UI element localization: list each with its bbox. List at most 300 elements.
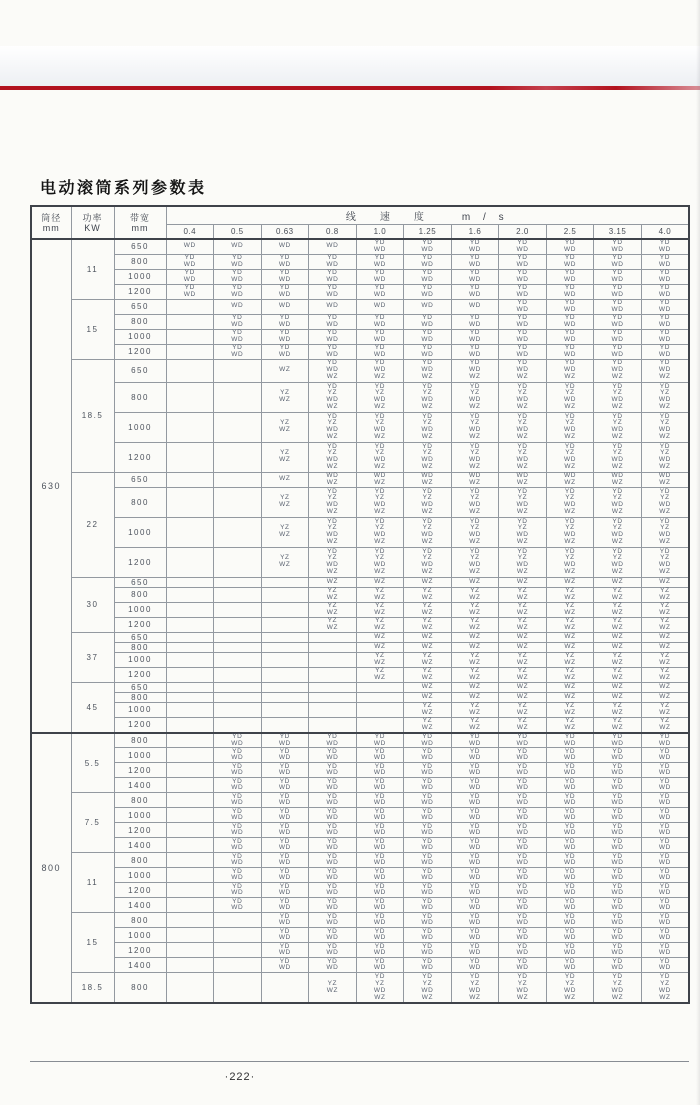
model-codes-cell bbox=[166, 587, 214, 602]
model-code: YD bbox=[564, 239, 576, 246]
model-code: WZ bbox=[564, 682, 576, 690]
model-code: YZ bbox=[327, 554, 338, 562]
model-code: YD bbox=[422, 313, 433, 321]
model-codes-cell bbox=[404, 823, 452, 838]
model-codes-cell bbox=[356, 838, 404, 853]
model-codes-cell bbox=[309, 702, 357, 717]
model-code: YD bbox=[374, 867, 385, 875]
model-codes-cell bbox=[214, 838, 262, 853]
model-codes-cell bbox=[166, 748, 214, 763]
model-code: YD bbox=[279, 792, 290, 800]
model-code: WD bbox=[278, 302, 291, 310]
model-codes-cell bbox=[499, 667, 547, 682]
model-codes-cell bbox=[214, 284, 262, 299]
model-codes-cell bbox=[641, 632, 689, 642]
model-code: YD bbox=[279, 777, 290, 785]
model-code: WD bbox=[468, 986, 481, 994]
model-codes-cell bbox=[451, 898, 499, 913]
belt-width-header-unit: mm bbox=[131, 222, 149, 233]
model-code: WZ bbox=[279, 501, 291, 509]
model-code: WD bbox=[278, 934, 291, 942]
model-codes-cell bbox=[499, 269, 547, 284]
belt-width-cell: 1000 bbox=[114, 329, 166, 344]
table-row bbox=[31, 472, 689, 487]
model-code: YD bbox=[612, 359, 623, 367]
model-codes-cell bbox=[356, 778, 404, 793]
model-codes-cell bbox=[309, 733, 357, 748]
model-code: YZ bbox=[470, 979, 480, 987]
model-code: YZ bbox=[422, 716, 433, 724]
model-code: WD bbox=[611, 829, 624, 837]
model-code: YD bbox=[612, 298, 623, 306]
model-codes-cell bbox=[261, 823, 309, 838]
model-code: YD bbox=[517, 253, 528, 261]
model-code: YD bbox=[517, 328, 528, 336]
model-code: YD bbox=[232, 328, 243, 336]
model-code: YZ bbox=[280, 449, 290, 457]
model-codes-cell bbox=[546, 973, 594, 1003]
model-code: YZ bbox=[422, 601, 433, 609]
model-code: YD bbox=[469, 442, 481, 450]
model-code: WD bbox=[611, 784, 624, 792]
model-code: WD bbox=[611, 859, 624, 867]
model-code: WZ bbox=[469, 623, 481, 631]
model-code: WD bbox=[468, 396, 481, 404]
model-code: WZ bbox=[469, 642, 481, 650]
line-speed-header bbox=[166, 206, 689, 224]
model-codes-cell bbox=[499, 838, 547, 853]
model-codes-cell bbox=[546, 314, 594, 329]
model-code: YD bbox=[659, 268, 671, 276]
model-code: WZ bbox=[516, 373, 529, 381]
model-code: YD bbox=[374, 412, 385, 420]
model-code: YD bbox=[612, 762, 623, 770]
model-code: YZ bbox=[517, 494, 528, 502]
model-code: WD bbox=[373, 829, 386, 837]
model-code: WD bbox=[468, 320, 481, 328]
model-codes-cell bbox=[214, 254, 262, 269]
model-codes-cell bbox=[499, 412, 547, 442]
model-code: WD bbox=[231, 799, 244, 807]
model-code: WD bbox=[468, 829, 481, 837]
model-code: WD bbox=[611, 889, 624, 897]
model-code: YD bbox=[564, 328, 576, 336]
model-code: WZ bbox=[421, 642, 434, 650]
model-code: WD bbox=[373, 844, 386, 852]
table-row bbox=[31, 973, 689, 1003]
model-code: WD bbox=[516, 964, 529, 972]
model-code: YD bbox=[612, 283, 623, 291]
model-code: WD bbox=[373, 396, 386, 404]
model-code: WD bbox=[611, 799, 624, 807]
belt-width-cell: 1400 bbox=[114, 958, 166, 973]
model-code: WD bbox=[326, 350, 339, 358]
model-code: WZ bbox=[421, 623, 434, 631]
model-code: WZ bbox=[611, 433, 624, 441]
model-code: WD bbox=[468, 275, 481, 283]
model-code: YD bbox=[279, 852, 290, 860]
model-code: WZ bbox=[516, 993, 529, 1001]
model-codes-cell bbox=[309, 838, 357, 853]
model-codes-cell bbox=[261, 853, 309, 868]
model-code: WD bbox=[468, 245, 481, 253]
model-code: WD bbox=[516, 366, 529, 374]
model-code: WD bbox=[278, 844, 291, 852]
scan-shading-band bbox=[0, 46, 700, 86]
model-code: WD bbox=[611, 949, 624, 957]
model-code: YZ bbox=[565, 601, 575, 609]
model-codes-cell bbox=[451, 547, 499, 577]
model-code: WZ bbox=[326, 373, 339, 381]
model-code: YZ bbox=[565, 651, 575, 659]
model-codes-cell bbox=[451, 442, 499, 472]
model-code: YD bbox=[612, 912, 623, 920]
model-codes-cell bbox=[166, 472, 214, 487]
model-codes-cell bbox=[261, 617, 309, 632]
model-code: YD bbox=[469, 837, 481, 845]
model-code: YZ bbox=[422, 554, 433, 562]
model-code: WD bbox=[326, 260, 339, 268]
model-code: WZ bbox=[421, 692, 434, 700]
model-code: YD bbox=[422, 852, 433, 860]
model-code: YZ bbox=[422, 494, 433, 502]
model-code: YD bbox=[659, 957, 671, 965]
model-code: YD bbox=[517, 732, 528, 740]
model-codes-cell bbox=[499, 587, 547, 602]
model-code: YD bbox=[564, 382, 576, 390]
model-code: YZ bbox=[517, 449, 528, 457]
model-codes-cell bbox=[309, 284, 357, 299]
model-code: WD bbox=[658, 320, 671, 328]
model-codes-cell bbox=[166, 692, 214, 702]
model-code: WZ bbox=[421, 538, 434, 546]
model-code: YD bbox=[564, 777, 576, 785]
model-code: YD bbox=[374, 852, 385, 860]
model-codes-cell bbox=[214, 682, 262, 692]
model-code: WD bbox=[468, 531, 481, 539]
table-row bbox=[31, 778, 689, 793]
model-codes-cell bbox=[166, 344, 214, 359]
model-codes-cell bbox=[356, 823, 404, 838]
model-code: WD bbox=[373, 889, 386, 897]
model-codes-cell bbox=[546, 838, 594, 853]
model-codes-cell bbox=[546, 487, 594, 517]
model-codes-cell bbox=[404, 632, 452, 642]
model-code: WD bbox=[611, 531, 624, 539]
model-code: WZ bbox=[326, 577, 339, 585]
model-codes-cell bbox=[594, 254, 642, 269]
model-code: YD bbox=[659, 253, 671, 261]
model-codes-cell bbox=[261, 382, 309, 412]
model-code: YZ bbox=[660, 666, 670, 674]
model-codes-cell bbox=[214, 928, 262, 943]
model-codes-cell bbox=[594, 838, 642, 853]
power-cell: 45 bbox=[71, 682, 114, 732]
power-cell: 30 bbox=[71, 577, 114, 632]
model-code: YD bbox=[232, 852, 243, 860]
model-code: YD bbox=[374, 747, 385, 755]
model-code: WZ bbox=[611, 568, 624, 576]
model-code: WD bbox=[564, 275, 577, 283]
model-code: WD bbox=[516, 919, 529, 927]
model-code: WZ bbox=[374, 608, 386, 616]
model-code: WD bbox=[373, 245, 386, 253]
model-code: WZ bbox=[421, 993, 434, 1001]
model-code: YD bbox=[279, 732, 290, 740]
model-codes-cell bbox=[404, 763, 452, 778]
model-codes-cell bbox=[214, 587, 262, 602]
model-code: YD bbox=[564, 343, 576, 351]
model-code: WD bbox=[516, 829, 529, 837]
model-codes-cell bbox=[309, 359, 357, 382]
model-codes-cell bbox=[309, 547, 357, 577]
model-code: WD bbox=[564, 320, 577, 328]
model-code: YD bbox=[612, 897, 623, 905]
model-code: YZ bbox=[327, 616, 338, 624]
model-codes-cell bbox=[404, 442, 452, 472]
model-codes-cell bbox=[499, 284, 547, 299]
model-code: WD bbox=[564, 471, 577, 479]
model-codes-cell bbox=[451, 958, 499, 973]
model-code: WD bbox=[468, 904, 481, 912]
model-code: WD bbox=[373, 501, 386, 509]
model-codes-cell bbox=[499, 913, 547, 928]
model-codes-cell bbox=[404, 344, 452, 359]
model-codes-cell bbox=[499, 547, 547, 577]
model-codes-cell bbox=[166, 973, 214, 1003]
model-codes-cell bbox=[499, 692, 547, 702]
model-codes-cell bbox=[546, 733, 594, 748]
model-code: YD bbox=[327, 343, 338, 351]
model-code: WD bbox=[231, 739, 244, 747]
model-code: WZ bbox=[659, 623, 671, 631]
model-code: WD bbox=[658, 471, 671, 479]
model-codes-cell bbox=[546, 577, 594, 587]
model-code: YZ bbox=[612, 716, 623, 724]
model-codes-cell bbox=[309, 517, 357, 547]
model-code: WD bbox=[468, 366, 481, 374]
model-code: YD bbox=[469, 882, 481, 890]
model-codes-cell bbox=[499, 314, 547, 329]
model-code: WZ bbox=[516, 658, 529, 666]
model-codes-cell bbox=[261, 898, 309, 913]
model-code: WD bbox=[658, 829, 671, 837]
model-codes-cell bbox=[499, 823, 547, 838]
model-codes-cell bbox=[641, 329, 689, 344]
model-code: WD bbox=[468, 919, 481, 927]
model-codes-cell bbox=[309, 958, 357, 973]
line-speed-header-cn: 线速度 bbox=[345, 211, 448, 223]
model-code: YD bbox=[469, 867, 481, 875]
model-code: YD bbox=[469, 912, 481, 920]
model-code: YZ bbox=[660, 586, 670, 594]
power-cell: 7.5 bbox=[71, 793, 114, 853]
model-codes-cell bbox=[594, 717, 642, 732]
model-code: YD bbox=[327, 882, 338, 890]
model-code: WZ bbox=[516, 478, 529, 486]
model-code: WD bbox=[326, 335, 339, 343]
model-code: WD bbox=[658, 874, 671, 882]
model-codes-cell bbox=[451, 359, 499, 382]
model-codes-cell bbox=[594, 299, 642, 314]
model-code: YD bbox=[374, 897, 385, 905]
model-code: WD bbox=[516, 275, 529, 283]
model-codes-cell bbox=[594, 547, 642, 577]
table-row bbox=[31, 329, 689, 344]
model-code: WZ bbox=[421, 478, 434, 486]
model-code: WD bbox=[421, 350, 434, 358]
model-code: WZ bbox=[326, 608, 339, 616]
model-code: WD bbox=[658, 964, 671, 972]
model-codes-cell bbox=[641, 299, 689, 314]
model-code: YD bbox=[517, 268, 528, 276]
model-codes-cell bbox=[404, 973, 452, 1003]
model-codes-cell bbox=[261, 517, 309, 547]
power-cell: 37 bbox=[71, 632, 114, 682]
model-codes-cell bbox=[166, 517, 214, 547]
model-code: YD bbox=[659, 792, 671, 800]
model-code: WD bbox=[658, 260, 671, 268]
model-codes-cell bbox=[309, 344, 357, 359]
model-codes-cell bbox=[546, 883, 594, 898]
model-codes-cell bbox=[214, 823, 262, 838]
belt-width-cell: 1200 bbox=[114, 883, 166, 898]
model-codes-cell bbox=[546, 702, 594, 717]
model-code: YD bbox=[422, 382, 433, 390]
model-codes-cell bbox=[641, 314, 689, 329]
model-code: YD bbox=[517, 313, 528, 321]
model-code: YD bbox=[422, 283, 433, 291]
model-codes-cell bbox=[261, 667, 309, 682]
model-code: WD bbox=[278, 964, 291, 972]
model-code: WZ bbox=[516, 508, 529, 516]
model-code: YZ bbox=[327, 979, 338, 987]
model-codes-cell bbox=[404, 642, 452, 652]
model-code: WZ bbox=[659, 577, 671, 585]
model-code: WD bbox=[516, 260, 529, 268]
model-code: WD bbox=[326, 964, 339, 972]
belt-width-cell: 1400 bbox=[114, 778, 166, 793]
model-code: WD bbox=[658, 889, 671, 897]
model-code: YD bbox=[612, 882, 623, 890]
model-code: YZ bbox=[517, 716, 528, 724]
model-codes-cell bbox=[404, 958, 452, 973]
model-code: WZ bbox=[564, 463, 576, 471]
model-code: YD bbox=[659, 942, 671, 950]
model-code: WZ bbox=[611, 478, 624, 486]
model-code: WZ bbox=[421, 708, 434, 716]
belt-width-cell: 1000 bbox=[114, 928, 166, 943]
model-code: WZ bbox=[564, 403, 576, 411]
model-code: WD bbox=[278, 275, 291, 283]
model-code: YD bbox=[374, 268, 385, 276]
model-codes-cell bbox=[261, 359, 309, 382]
page-title: 电动滚筒系列参数表 bbox=[40, 180, 207, 197]
model-code: WZ bbox=[326, 433, 339, 441]
model-codes-cell bbox=[546, 898, 594, 913]
model-code: YD bbox=[422, 867, 433, 875]
model-code: YZ bbox=[470, 616, 480, 624]
model-codes-cell bbox=[166, 254, 214, 269]
model-code: YD bbox=[327, 268, 338, 276]
model-code: YD bbox=[517, 343, 528, 351]
model-codes-cell bbox=[451, 487, 499, 517]
table-row bbox=[31, 359, 689, 382]
model-code: YZ bbox=[470, 494, 480, 502]
model-codes-cell bbox=[546, 632, 594, 642]
model-code: YD bbox=[279, 822, 290, 830]
model-codes-cell bbox=[214, 602, 262, 617]
model-code: WD bbox=[564, 245, 577, 253]
model-code: WD bbox=[468, 302, 481, 310]
model-codes-cell bbox=[594, 632, 642, 642]
model-code: YD bbox=[374, 359, 385, 367]
model-code: YD bbox=[279, 837, 290, 845]
model-code: WD bbox=[278, 859, 291, 867]
model-codes-cell bbox=[641, 838, 689, 853]
model-code: WD bbox=[516, 889, 529, 897]
model-codes-cell bbox=[594, 883, 642, 898]
model-codes-cell bbox=[166, 898, 214, 913]
model-code: WD bbox=[658, 456, 671, 464]
model-code: WD bbox=[658, 904, 671, 912]
table-row bbox=[31, 602, 689, 617]
model-code: WD bbox=[468, 964, 481, 972]
model-code: WD bbox=[658, 396, 671, 404]
model-code: WZ bbox=[516, 642, 529, 650]
model-code: YD bbox=[279, 807, 290, 815]
model-codes-cell bbox=[404, 883, 452, 898]
model-code: YZ bbox=[565, 716, 575, 724]
model-codes-cell bbox=[546, 692, 594, 702]
model-code: YD bbox=[184, 253, 195, 261]
model-code: YD bbox=[422, 972, 433, 980]
model-codes-cell bbox=[499, 793, 547, 808]
model-code: WD bbox=[516, 426, 529, 434]
model-code: WZ bbox=[469, 373, 481, 381]
model-codes-cell bbox=[641, 733, 689, 748]
model-codes-cell bbox=[641, 587, 689, 602]
model-code: YZ bbox=[660, 389, 670, 397]
model-codes-cell bbox=[404, 853, 452, 868]
model-codes-cell bbox=[451, 617, 499, 632]
model-codes-cell bbox=[641, 928, 689, 943]
model-code: WD bbox=[611, 396, 624, 404]
model-code: YD bbox=[612, 792, 623, 800]
model-codes-cell bbox=[214, 853, 262, 868]
model-code: YZ bbox=[422, 701, 433, 709]
model-code: YD bbox=[517, 487, 528, 495]
model-code: WZ bbox=[374, 373, 386, 381]
model-codes-cell bbox=[166, 314, 214, 329]
model-code: YD bbox=[612, 927, 623, 935]
model-code: YD bbox=[659, 972, 671, 980]
model-codes-cell bbox=[546, 943, 594, 958]
model-code: YD bbox=[517, 837, 528, 845]
model-code: WD bbox=[468, 814, 481, 822]
model-code: YZ bbox=[612, 449, 623, 457]
model-code: YZ bbox=[612, 494, 623, 502]
model-code: WD bbox=[183, 290, 196, 298]
model-codes-cell bbox=[641, 778, 689, 793]
model-code: YD bbox=[517, 897, 528, 905]
model-codes-cell bbox=[356, 587, 404, 602]
table-row bbox=[31, 868, 689, 883]
model-code: WD bbox=[468, 934, 481, 942]
model-code: WD bbox=[278, 784, 291, 792]
model-codes-cell bbox=[261, 329, 309, 344]
model-codes-cell bbox=[356, 853, 404, 868]
